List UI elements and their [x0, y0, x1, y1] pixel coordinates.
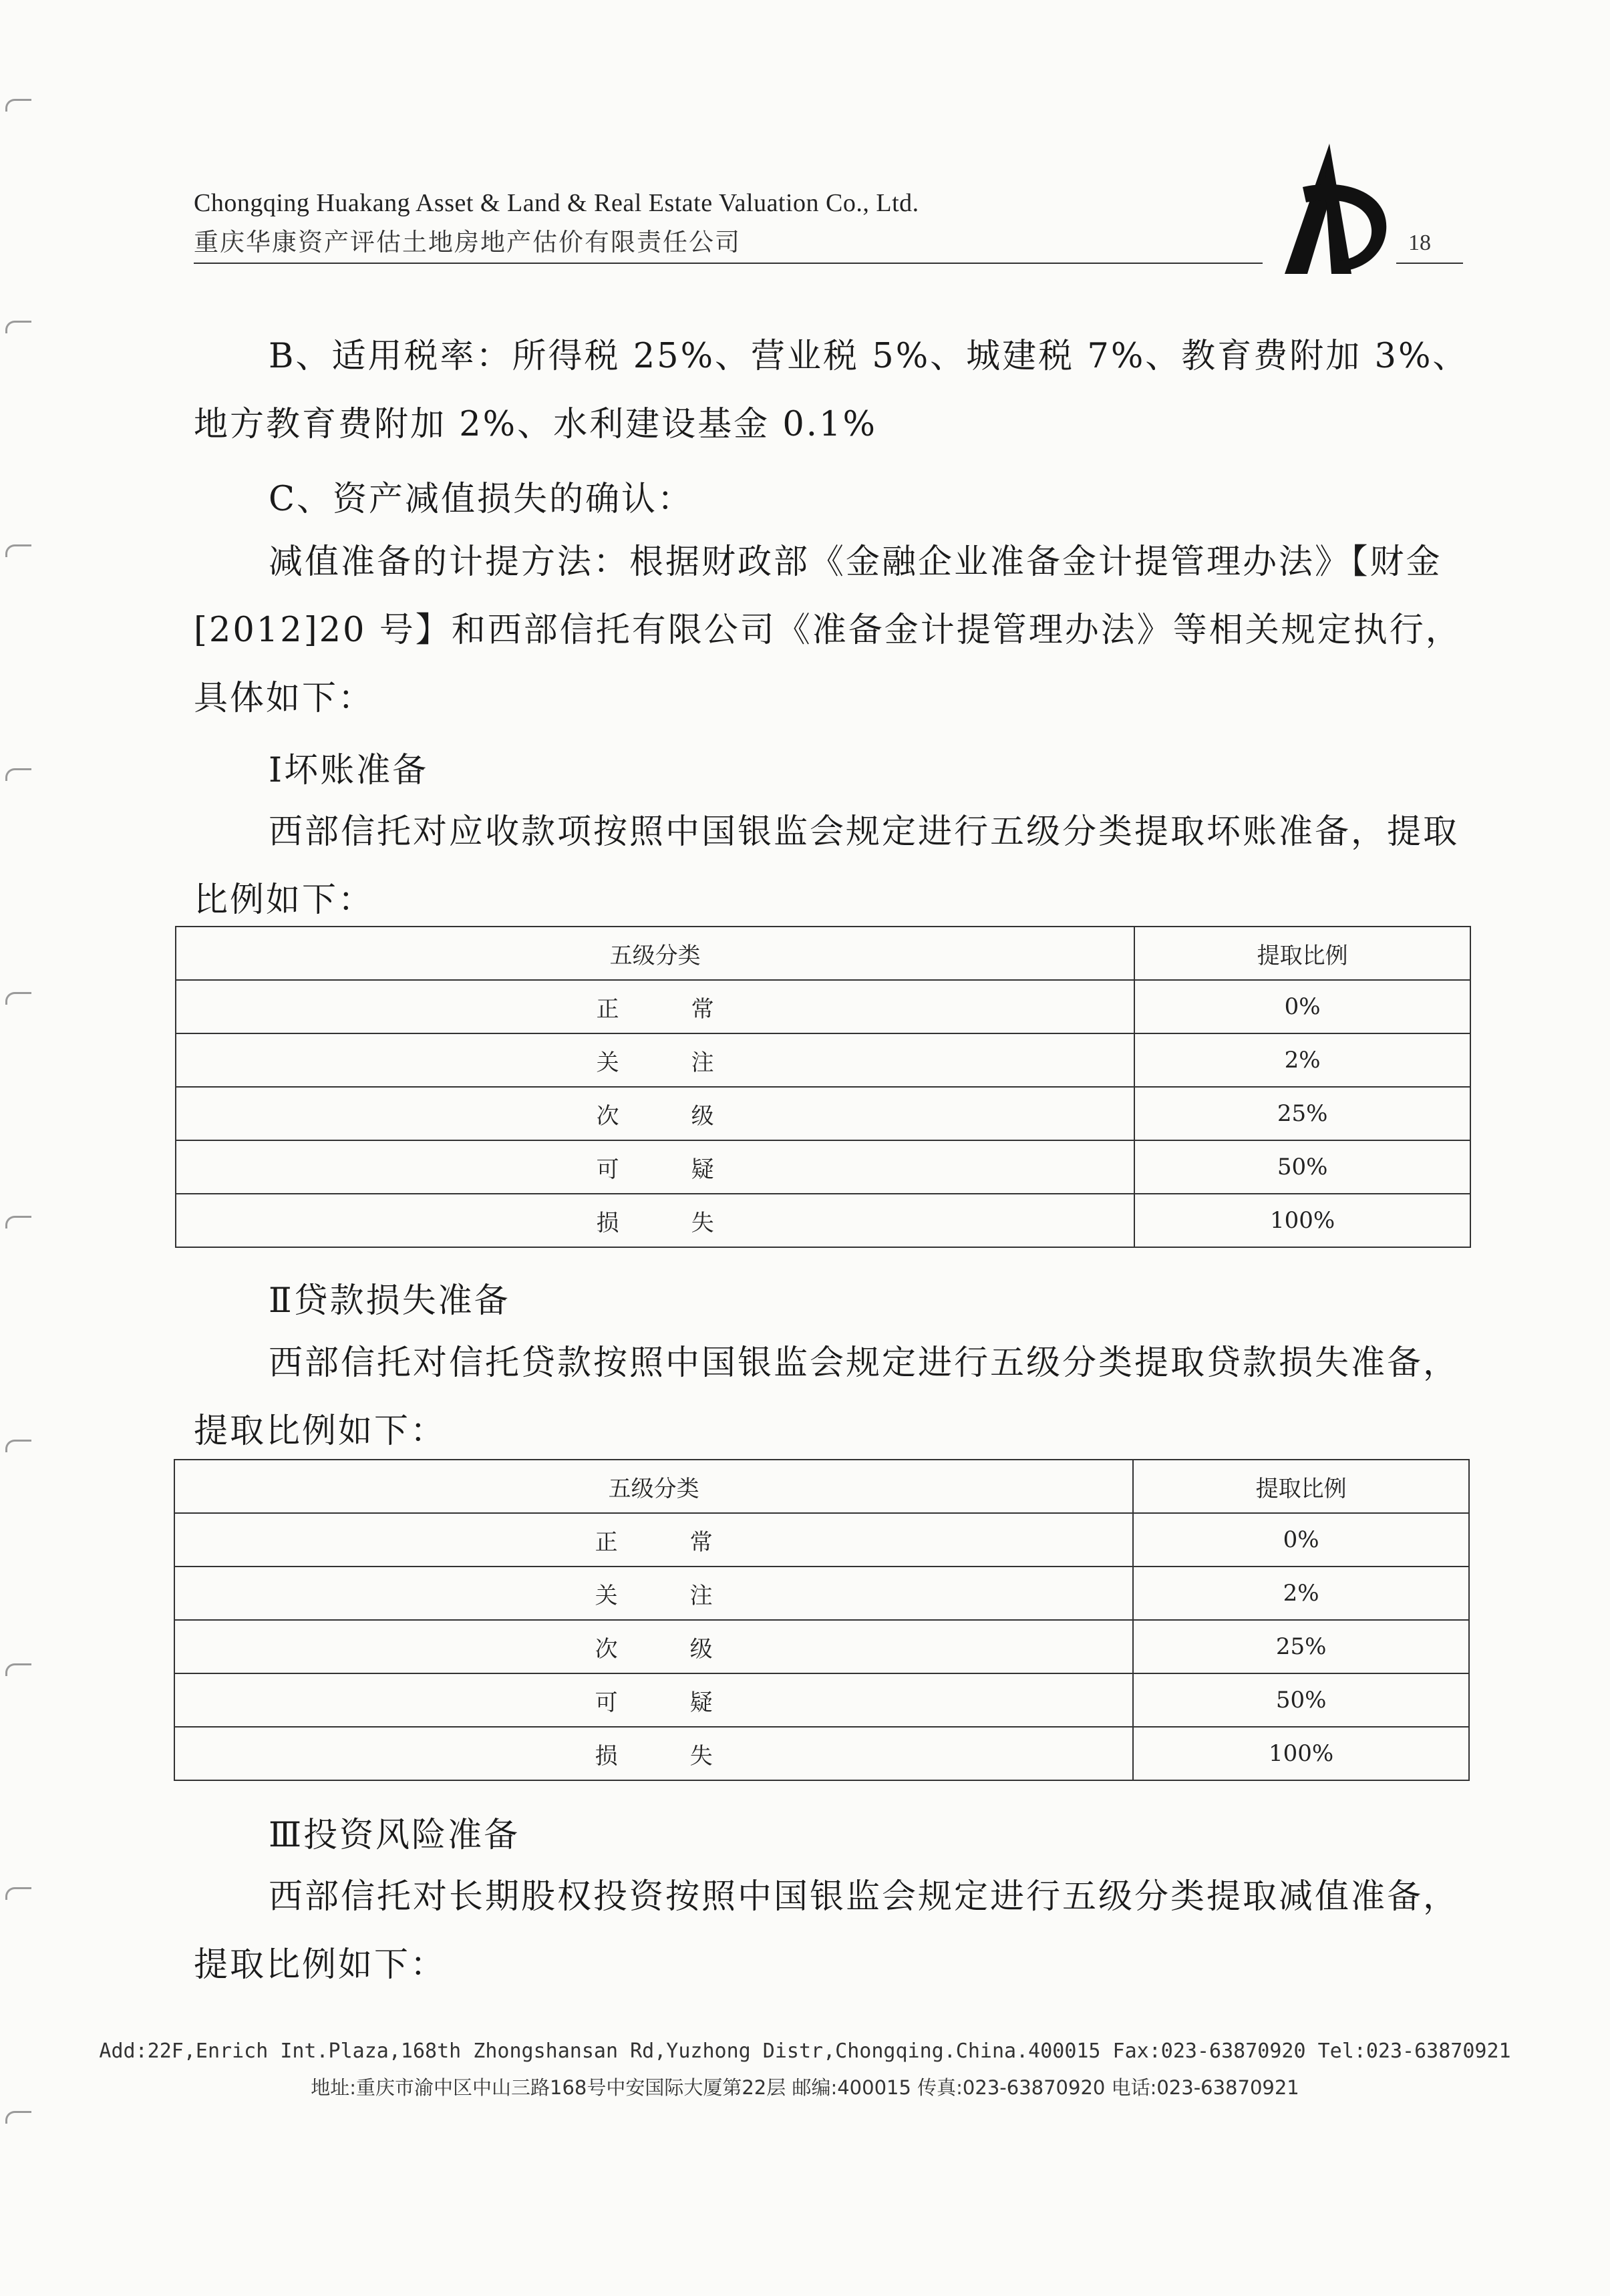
table-row — [176, 1033, 1470, 1087]
company-name-cn: 重庆华康资产评估土地房地产估价有限责任公司 — [194, 228, 741, 257]
table-row — [174, 1673, 1469, 1727]
ratio-cell: 50% — [1134, 1140, 1470, 1194]
company-name-en: Chongqing Huakang Asset & Land & Real Estate Valuation Co., Ltd. — [194, 189, 919, 217]
ratio-cell: 2% — [1133, 1567, 1469, 1620]
ratio-cell: 100% — [1134, 1194, 1470, 1247]
category-cell: 关注 — [174, 1567, 1133, 1620]
table-row — [174, 1567, 1469, 1620]
category-cell: 正常 — [174, 1513, 1133, 1567]
investment-risk-paragraph: 西部信托对长期股权投资按照中国银监会规定进行五级分类提取减值准备，提取比例如下： — [194, 1877, 1460, 1985]
binder-hole-mark — [5, 1663, 31, 1676]
category-cell: 可疑 — [174, 1673, 1133, 1727]
impairment-heading: C、资产减值损失的确认： — [269, 480, 694, 519]
binder-hole-mark — [5, 2111, 31, 2124]
document-header — [194, 188, 919, 258]
section-title-loan-loss: Ⅱ贷款损失准备 — [269, 1281, 510, 1321]
ratio-cell: 25% — [1134, 1087, 1470, 1140]
binder-hole-mark — [5, 99, 31, 112]
footer-address-en: Add:22F,Enrich Int.Plaza,168th Zhongshansan Rd,Yuzhong Distr,Chongqing.China.400015 Fax:023-63870920 Tel:023-63870921 — [99, 2039, 1511, 2063]
page-number: 18 — [1408, 230, 1431, 255]
loan-loss-paragraph: 西部信托对信托贷款按照中国银监会规定进行五级分类提取贷款损失准备，提取比例如下： — [194, 1343, 1460, 1451]
bad-debt-paragraph: 西部信托对应收款项按照中国银监会规定进行五级分类提取坏账准备，提取比例如下： — [194, 812, 1460, 920]
column-header-category: 五级分类 — [176, 927, 1134, 980]
ratio-cell: 50% — [1133, 1673, 1469, 1727]
table-header-row — [174, 1460, 1469, 1513]
header-rule — [194, 263, 1263, 264]
table-row — [174, 1620, 1469, 1673]
table-row — [176, 980, 1470, 1033]
ratio-cell: 0% — [1133, 1513, 1469, 1567]
binder-hole-mark — [5, 1440, 31, 1452]
category-cell: 次级 — [174, 1620, 1133, 1673]
category-cell: 损失 — [174, 1727, 1133, 1780]
column-header-category: 五级分类 — [174, 1460, 1133, 1513]
table-row — [174, 1727, 1469, 1780]
loan-loss-ratio-table — [174, 1459, 1470, 1781]
ratio-cell: 100% — [1133, 1727, 1469, 1780]
table-row — [176, 1140, 1470, 1194]
column-header-ratio: 提取比例 — [1133, 1460, 1469, 1513]
category-cell: 关注 — [176, 1033, 1134, 1087]
category-cell: 可疑 — [176, 1140, 1134, 1194]
bad-debt-ratio-table — [175, 926, 1471, 1248]
binder-hole-mark — [5, 1216, 31, 1228]
section-title-investment-risk: Ⅲ投资风险准备 — [269, 1816, 520, 1855]
table-row — [176, 1194, 1470, 1247]
ratio-cell: 25% — [1133, 1620, 1469, 1673]
footer-address-cn: 地址:重庆市渝中区中山三路168号中安国际大厦第22层 邮编:400015 传真:023-63870920 电话:023-63870921 — [311, 2076, 1299, 2099]
binder-hole-mark — [5, 1887, 31, 1900]
binder-hole-mark — [5, 544, 31, 557]
binder-hole-mark — [5, 992, 31, 1005]
category-cell: 次级 — [176, 1087, 1134, 1140]
binder-hole-mark — [5, 321, 31, 333]
category-cell: 正常 — [176, 980, 1134, 1033]
table-row — [176, 1087, 1470, 1140]
ratio-cell: 0% — [1134, 980, 1470, 1033]
ratio-cell: 2% — [1134, 1033, 1470, 1087]
category-cell: 损失 — [176, 1194, 1134, 1247]
table-header-row — [176, 927, 1470, 980]
page-number-rule — [1396, 263, 1463, 264]
company-logo-icon — [1266, 137, 1396, 284]
column-header-ratio: 提取比例 — [1134, 927, 1470, 980]
table-row — [174, 1513, 1469, 1567]
section-title-bad-debt: Ⅰ坏账准备 — [269, 751, 429, 790]
binder-hole-mark — [5, 768, 31, 781]
tax-rate-paragraph: B、适用税率：所得税 25%、营业税 5%、城建税 7%、教育费附加 3%、地方教育费附加 2%、水利建设基金 0.1% — [194, 337, 1469, 444]
impairment-method-paragraph: 减值准备的计提方法：根据财政部《金融企业准备金计提管理办法》【财金[2012]20 号】和西部信托有限公司《准备金计提管理办法》等相关规定执行，具体如下： — [194, 542, 1462, 718]
